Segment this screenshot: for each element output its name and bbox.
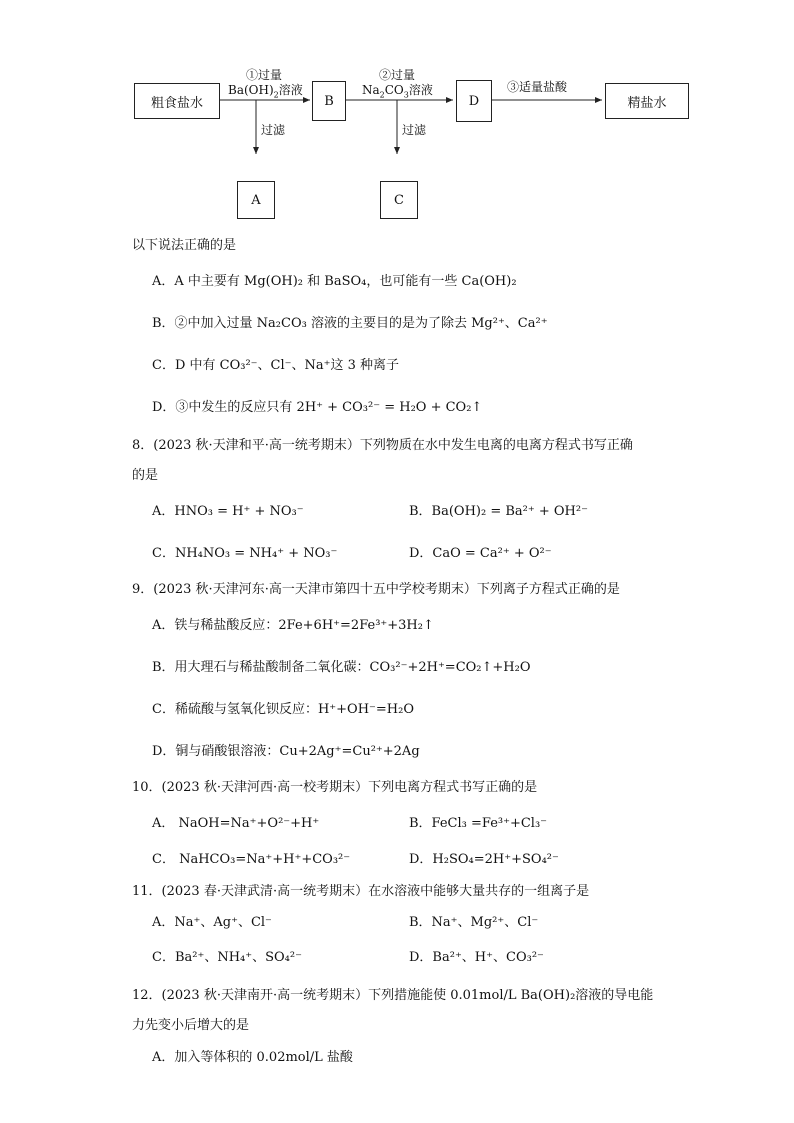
q7-option-a: A．A 中主要有 Mg(OH)₂ 和 BaSO₄，也可能有一些 Ca(OH)₂ [152, 274, 517, 289]
box-a-label: A [251, 192, 261, 208]
q12-stem-line2: 力先变小后增大的是 [132, 1018, 250, 1033]
q9-option-d: D．铜与硝酸银溶液：Cu+2Ag⁺=Cu²⁺+2Ag [152, 744, 420, 759]
q10-stem: 10．(2023 秋·天津河西·高一校考期末）下列电离方程式书写正确的是 [132, 780, 538, 795]
box-d [456, 80, 492, 122]
box-final-label: 精盐水 [627, 95, 667, 111]
q7-option-d: D．③中发生的反应只有 2H⁺ + CO₃²⁻ = H₂O + CO₂↑ [152, 400, 483, 415]
filter2-label: 过滤 [402, 123, 427, 137]
q7-option-c: C．D 中有 CO₃²⁻、Cl⁻、Na⁺这 3 种离子 [152, 358, 400, 373]
box-d-label: D [468, 93, 480, 109]
q10-option-d: D．H₂SO₄=2H⁺+SO₄²⁻ [409, 852, 559, 867]
step2-label: ②过量 [379, 68, 416, 82]
q8-option-d: D．CaO = Ca²⁺ + O²⁻ [409, 546, 552, 561]
box-b [312, 81, 346, 121]
q9-stem: 9．(2023 秋·天津河东·高一天津市第四十五中学校考期末）下列离子方程式正确的是 [132, 582, 620, 597]
filter1-label: 过滤 [261, 123, 286, 137]
q12-option-a: A．加入等体积的 0.02mol/L 盐酸 [152, 1050, 353, 1065]
box-refined-brine [605, 83, 689, 119]
q8-option-a: A．HNO₃ = H⁺ + NO₃⁻ [152, 504, 304, 519]
q8-option-b: B．Ba(OH)₂ = Ba²⁺ + OH²⁻ [409, 504, 588, 519]
step3-label: ③适量盐酸 [507, 80, 568, 94]
box-c [380, 181, 418, 219]
q9-option-a: A．铁与稀盐酸反应：2Fe+6H⁺=2Fe³⁺+3H₂↑ [152, 618, 434, 633]
q10-option-b: B．FeCl₃ =Fe³⁺+Cl₃⁻ [409, 816, 548, 831]
q7-option-b: B．②中加入过量 Na₂CO₃ 溶液的主要目的是为了除去 Mg²⁺、Ca²⁺ [152, 316, 548, 331]
q11-option-b: B．Na⁺、Mg²⁺、Cl⁻ [409, 915, 539, 930]
box-b-label: B [324, 93, 334, 109]
q9-option-b: B．用大理石与稀盐酸制备二氧化碳：CO₃²⁻+2H⁺=CO₂↑+H₂O [152, 660, 531, 675]
q11-option-c: C．Ba²⁺、NH₄⁺、SO₄²⁻ [152, 950, 302, 965]
q12-stem-line1: 12．(2023 秋·天津南开·高一统考期末）下列措施能使 0.01mol/L Ba(OH)₂溶液的导电能 [132, 988, 654, 1003]
q7-stem: 以下说法正确的是 [132, 238, 237, 253]
step2-reagent: $Na_2CO_3$溶液 [362, 83, 433, 100]
q8-option-c: C．NH₄NO₃ = NH₄⁺ + NO₃⁻ [152, 546, 338, 561]
box-a [237, 181, 275, 219]
q10-option-c: C． NaHCO₃=Na⁺+H⁺+CO₃²⁻ [152, 852, 351, 867]
q8-stem-line1: 8．(2023 秋·天津和平·高一统考期末）下列物质在水中发生电离的电离方程式书写正确 [132, 438, 633, 453]
q10-option-a: A． NaOH=Na⁺+O²⁻+H⁺ [152, 816, 320, 831]
step1-reagent: $Ba(OH)_2$溶液 [228, 83, 303, 100]
q11-stem: 11．(2023 春·天津武清·高一统考期末）在水溶液中能够大量共存的一组离子是 [132, 884, 590, 899]
box-c-label: C [394, 192, 404, 208]
q9-option-c: C．稀硫酸与氢氧化钡反应：H⁺+OH⁻=H₂O [152, 702, 414, 717]
q11-option-a: A．Na⁺、Ag⁺、Cl⁻ [152, 915, 272, 930]
q8-stem-line2: 的是 [132, 468, 159, 483]
box-crude-brine [134, 83, 220, 119]
step1-label: ①过量 [246, 68, 283, 82]
q11-option-d: D．Ba²⁺、H⁺、CO₃²⁻ [409, 950, 544, 965]
box-crude-label: 粗食盐水 [150, 95, 203, 111]
